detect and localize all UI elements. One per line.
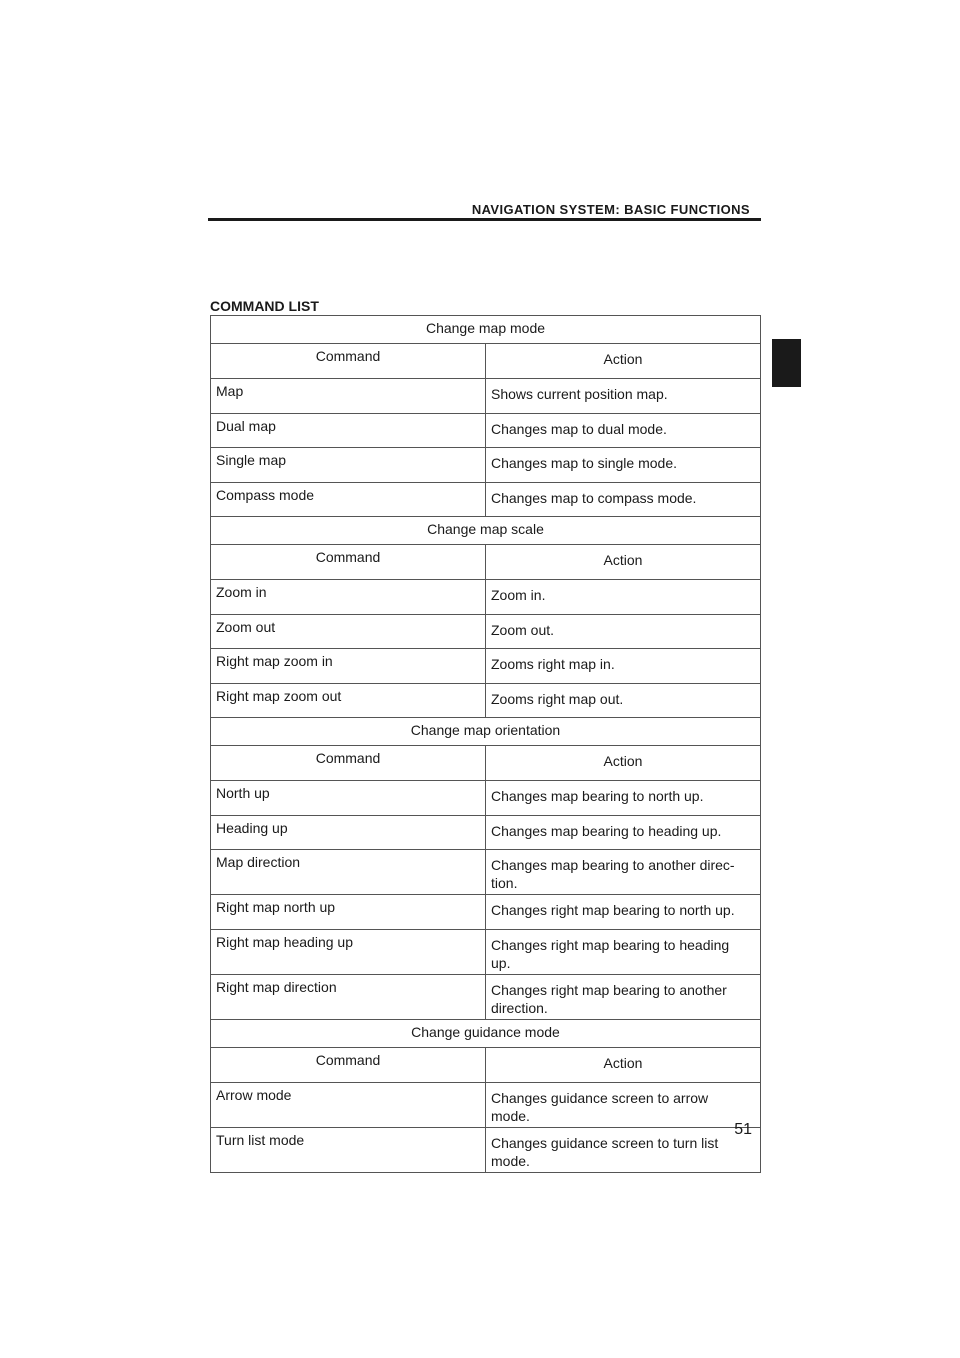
command-cell: Right map zoom out — [211, 683, 486, 718]
table-row — [211, 850, 761, 895]
command-cell: North up — [211, 781, 486, 816]
header-rule — [208, 218, 761, 221]
command-cell: Right map north up — [211, 895, 486, 930]
action-cell: Changes guidance screen to arrow mode. — [486, 1082, 761, 1127]
command-cell: Right map direction — [211, 974, 486, 1019]
table-row — [211, 1082, 761, 1127]
action-cell: Zoom out. — [486, 614, 761, 649]
command-cell: Dual map — [211, 413, 486, 448]
column-header-action: Action — [486, 746, 761, 781]
command-cell: Right map zoom in — [211, 649, 486, 684]
table-row — [211, 413, 761, 448]
table-row — [211, 580, 761, 615]
section-title: COMMAND LIST — [210, 298, 319, 314]
table-row — [211, 649, 761, 684]
table-row — [211, 1127, 761, 1172]
table-row — [211, 379, 761, 414]
table-row — [211, 974, 761, 1019]
group-title-row — [211, 1019, 761, 1047]
group-title-row — [211, 517, 761, 545]
action-cell: Changes map bearing to another direc- tion. — [486, 850, 761, 895]
page-number: 51 — [734, 1121, 752, 1138]
group-title: Change map orientation — [211, 718, 761, 746]
running-header: NAVIGATION SYSTEM: BASIC FUNCTIONS — [471, 202, 750, 217]
column-header-action: Action — [486, 1047, 761, 1082]
action-cell: Changes map bearing to heading up. — [486, 815, 761, 850]
column-header-command: Command — [211, 545, 486, 580]
command-cell: Arrow mode — [211, 1082, 486, 1127]
column-header-row — [211, 344, 761, 379]
column-header-row — [211, 746, 761, 781]
column-header-command: Command — [211, 1047, 486, 1082]
group-title: Change map scale — [211, 517, 761, 545]
column-header-action: Action — [486, 545, 761, 580]
command-cell: Zoom in — [211, 580, 486, 615]
command-cell: Map — [211, 379, 486, 414]
command-cell: Map direction — [211, 850, 486, 895]
action-cell: Zooms right map in. — [486, 649, 761, 684]
table-row — [211, 683, 761, 718]
action-cell: Changes map to dual mode. — [486, 413, 761, 448]
table-row — [211, 929, 761, 974]
group-title-row — [211, 718, 761, 746]
column-header-command: Command — [211, 746, 486, 781]
table-row — [211, 895, 761, 930]
action-cell: Zooms right map out. — [486, 683, 761, 718]
group-title-row — [211, 316, 761, 344]
table-row — [211, 781, 761, 816]
table-row — [211, 448, 761, 483]
action-cell: Changes map to compass mode. — [486, 482, 761, 517]
command-list-table — [210, 315, 761, 1173]
action-cell: Changes guidance screen to turn list mode. — [486, 1127, 761, 1172]
command-cell: Heading up — [211, 815, 486, 850]
column-header-row — [211, 545, 761, 580]
action-cell: Changes map to single mode. — [486, 448, 761, 483]
action-cell: Shows current position map. — [486, 379, 761, 414]
table-row — [211, 815, 761, 850]
command-cell: Single map — [211, 448, 486, 483]
command-cell: Compass mode — [211, 482, 486, 517]
table-row — [211, 614, 761, 649]
column-header-row — [211, 1047, 761, 1082]
command-cell: Right map heading up — [211, 929, 486, 974]
group-title: Change map mode — [211, 316, 761, 344]
action-cell: Zoom in. — [486, 580, 761, 615]
command-cell: Turn list mode — [211, 1127, 486, 1172]
action-cell: Changes map bearing to north up. — [486, 781, 761, 816]
group-title: Change guidance mode — [211, 1019, 761, 1047]
table-row — [211, 482, 761, 517]
action-cell: Changes right map bearing to north up. — [486, 895, 761, 930]
action-cell: Changes right map bearing to heading up. — [486, 929, 761, 974]
column-header-action: Action — [486, 344, 761, 379]
column-header-command: Command — [211, 344, 486, 379]
command-cell: Zoom out — [211, 614, 486, 649]
section-tab-marker — [772, 339, 801, 387]
action-cell: Changes right map bearing to another direction. — [486, 974, 761, 1019]
